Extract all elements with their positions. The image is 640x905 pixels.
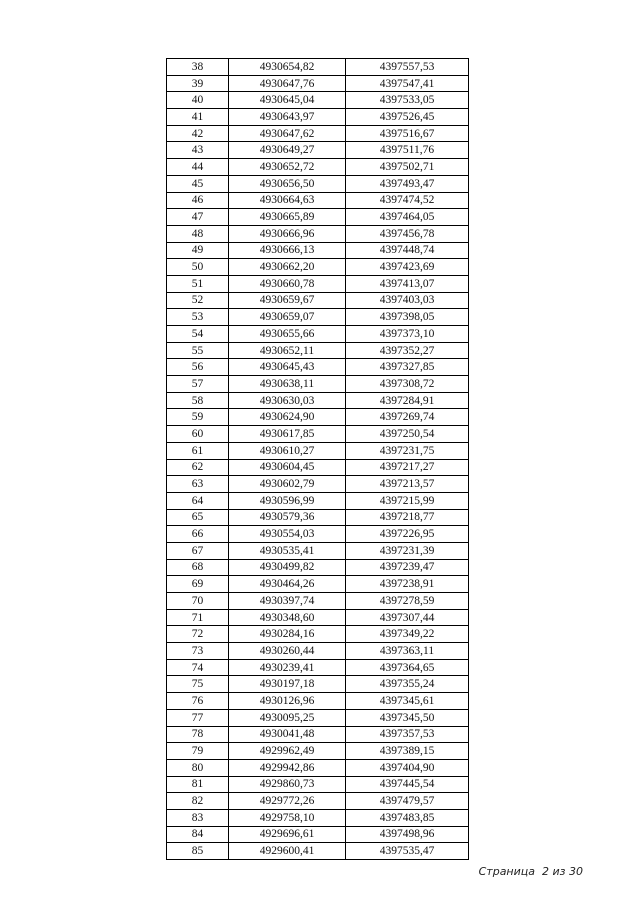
x-coordinate-cell: 4930647,76 <box>229 75 346 92</box>
y-coordinate-cell: 4397448,74 <box>346 242 469 259</box>
y-coordinate-cell: 4397345,50 <box>346 709 469 726</box>
y-coordinate-cell: 4397535,47 <box>346 843 469 860</box>
table-row <box>167 242 469 259</box>
x-coordinate-cell: 4929942,86 <box>229 759 346 776</box>
point-number-cell: 56 <box>167 359 229 376</box>
y-coordinate-cell: 4397547,41 <box>346 75 469 92</box>
point-number-cell: 70 <box>167 593 229 610</box>
point-number-cell: 60 <box>167 426 229 443</box>
y-coordinate-cell: 4397250,54 <box>346 426 469 443</box>
table-row <box>167 125 469 142</box>
x-coordinate-cell: 4930664,63 <box>229 192 346 209</box>
x-coordinate-cell: 4929772,26 <box>229 793 346 810</box>
y-coordinate-cell: 4397231,39 <box>346 542 469 559</box>
x-coordinate-cell: 4930643,97 <box>229 109 346 126</box>
point-number-cell: 42 <box>167 125 229 142</box>
table-row <box>167 209 469 226</box>
table-row <box>167 376 469 393</box>
y-coordinate-cell: 4397269,74 <box>346 409 469 426</box>
table-row <box>167 626 469 643</box>
table-row <box>167 292 469 309</box>
point-number-cell: 65 <box>167 509 229 526</box>
x-coordinate-cell: 4930654,82 <box>229 59 346 76</box>
table-row <box>167 492 469 509</box>
x-coordinate-cell: 4930660,78 <box>229 275 346 292</box>
x-coordinate-cell: 4930656,50 <box>229 175 346 192</box>
point-number-cell: 76 <box>167 693 229 710</box>
coordinates-table-body <box>167 59 469 860</box>
point-number-cell: 44 <box>167 159 229 176</box>
table-row <box>167 593 469 610</box>
y-coordinate-cell: 4397474,52 <box>346 192 469 209</box>
table-row <box>167 359 469 376</box>
point-number-cell: 67 <box>167 542 229 559</box>
x-coordinate-cell: 4930645,04 <box>229 92 346 109</box>
point-number-cell: 83 <box>167 809 229 826</box>
x-coordinate-cell: 4930579,36 <box>229 509 346 526</box>
y-coordinate-cell: 4397215,99 <box>346 492 469 509</box>
x-coordinate-cell: 4930630,03 <box>229 392 346 409</box>
table-row <box>167 559 469 576</box>
y-coordinate-cell: 4397398,05 <box>346 309 469 326</box>
x-coordinate-cell: 4929758,10 <box>229 809 346 826</box>
x-coordinate-cell: 4930596,99 <box>229 492 346 509</box>
point-number-cell: 82 <box>167 793 229 810</box>
y-coordinate-cell: 4397327,85 <box>346 359 469 376</box>
table-row <box>167 609 469 626</box>
table-row <box>167 109 469 126</box>
point-number-cell: 49 <box>167 242 229 259</box>
x-coordinate-cell: 4930662,20 <box>229 259 346 276</box>
x-coordinate-cell: 4930655,66 <box>229 326 346 343</box>
y-coordinate-cell: 4397284,91 <box>346 392 469 409</box>
point-number-cell: 84 <box>167 826 229 843</box>
point-number-cell: 72 <box>167 626 229 643</box>
x-coordinate-cell: 4930397,74 <box>229 593 346 610</box>
table-row <box>167 643 469 660</box>
y-coordinate-cell: 4397278,59 <box>346 593 469 610</box>
y-coordinate-cell: 4397445,54 <box>346 776 469 793</box>
table-row <box>167 843 469 860</box>
y-coordinate-cell: 4397307,44 <box>346 609 469 626</box>
x-coordinate-cell: 4929860,73 <box>229 776 346 793</box>
point-number-cell: 38 <box>167 59 229 76</box>
point-number-cell: 63 <box>167 476 229 493</box>
point-number-cell: 69 <box>167 576 229 593</box>
table-row <box>167 726 469 743</box>
table-row <box>167 826 469 843</box>
page-number-footer: Страница 2 из 30 <box>478 865 583 878</box>
y-coordinate-cell: 4397231,75 <box>346 442 469 459</box>
table-row <box>167 776 469 793</box>
x-coordinate-cell: 4930499,82 <box>229 559 346 576</box>
point-number-cell: 50 <box>167 259 229 276</box>
table-row <box>167 92 469 109</box>
point-number-cell: 78 <box>167 726 229 743</box>
x-coordinate-cell: 4930239,41 <box>229 659 346 676</box>
x-coordinate-cell: 4930638,11 <box>229 376 346 393</box>
point-number-cell: 47 <box>167 209 229 226</box>
point-number-cell: 81 <box>167 776 229 793</box>
point-number-cell: 77 <box>167 709 229 726</box>
table-row <box>167 793 469 810</box>
x-coordinate-cell: 4930126,96 <box>229 693 346 710</box>
x-coordinate-cell: 4930652,11 <box>229 342 346 359</box>
table-row <box>167 526 469 543</box>
x-coordinate-cell: 4930652,72 <box>229 159 346 176</box>
table-row <box>167 659 469 676</box>
x-coordinate-cell: 4930284,16 <box>229 626 346 643</box>
x-coordinate-cell: 4930659,07 <box>229 309 346 326</box>
point-number-cell: 57 <box>167 376 229 393</box>
y-coordinate-cell: 4397502,71 <box>346 159 469 176</box>
point-number-cell: 45 <box>167 175 229 192</box>
table-row <box>167 326 469 343</box>
x-coordinate-cell: 4930659,67 <box>229 292 346 309</box>
y-coordinate-cell: 4397218,77 <box>346 509 469 526</box>
point-number-cell: 48 <box>167 225 229 242</box>
x-coordinate-cell: 4930197,18 <box>229 676 346 693</box>
y-coordinate-cell: 4397404,90 <box>346 759 469 776</box>
table-row <box>167 693 469 710</box>
x-coordinate-cell: 4930041,48 <box>229 726 346 743</box>
table-row <box>167 676 469 693</box>
y-coordinate-cell: 4397423,69 <box>346 259 469 276</box>
table-row <box>167 192 469 209</box>
point-number-cell: 85 <box>167 843 229 860</box>
point-number-cell: 55 <box>167 342 229 359</box>
point-number-cell: 80 <box>167 759 229 776</box>
x-coordinate-cell: 4930464,26 <box>229 576 346 593</box>
y-coordinate-cell: 4397363,11 <box>346 643 469 660</box>
table-row <box>167 759 469 776</box>
y-coordinate-cell: 4397357,53 <box>346 726 469 743</box>
table-row <box>167 542 469 559</box>
x-coordinate-cell: 4930348,60 <box>229 609 346 626</box>
y-coordinate-cell: 4397373,10 <box>346 326 469 343</box>
y-coordinate-cell: 4397493,47 <box>346 175 469 192</box>
table-row <box>167 509 469 526</box>
x-coordinate-cell: 4929696,61 <box>229 826 346 843</box>
table-row <box>167 442 469 459</box>
y-coordinate-cell: 4397456,78 <box>346 225 469 242</box>
y-coordinate-cell: 4397413,07 <box>346 275 469 292</box>
y-coordinate-cell: 4397238,91 <box>346 576 469 593</box>
y-coordinate-cell: 4397355,24 <box>346 676 469 693</box>
point-number-cell: 54 <box>167 326 229 343</box>
table-row <box>167 709 469 726</box>
point-number-cell: 74 <box>167 659 229 676</box>
x-coordinate-cell: 4930645,43 <box>229 359 346 376</box>
point-number-cell: 53 <box>167 309 229 326</box>
x-coordinate-cell: 4930602,79 <box>229 476 346 493</box>
point-number-cell: 61 <box>167 442 229 459</box>
coordinates-table <box>166 58 469 860</box>
point-number-cell: 40 <box>167 92 229 109</box>
x-coordinate-cell: 4929962,49 <box>229 743 346 760</box>
point-number-cell: 64 <box>167 492 229 509</box>
x-coordinate-cell: 4930604,45 <box>229 459 346 476</box>
y-coordinate-cell: 4397364,65 <box>346 659 469 676</box>
table-row <box>167 75 469 92</box>
table-row <box>167 476 469 493</box>
y-coordinate-cell: 4397483,85 <box>346 809 469 826</box>
table-row <box>167 175 469 192</box>
point-number-cell: 66 <box>167 526 229 543</box>
x-coordinate-cell: 4930617,85 <box>229 426 346 443</box>
y-coordinate-cell: 4397498,96 <box>346 826 469 843</box>
table-row <box>167 259 469 276</box>
table-row <box>167 59 469 76</box>
y-coordinate-cell: 4397464,05 <box>346 209 469 226</box>
point-number-cell: 73 <box>167 643 229 660</box>
y-coordinate-cell: 4397389,15 <box>346 743 469 760</box>
table-row <box>167 809 469 826</box>
x-coordinate-cell: 4930649,27 <box>229 142 346 159</box>
y-coordinate-cell: 4397345,61 <box>346 693 469 710</box>
x-coordinate-cell: 4930535,41 <box>229 542 346 559</box>
point-number-cell: 62 <box>167 459 229 476</box>
x-coordinate-cell: 4930666,96 <box>229 225 346 242</box>
table-row <box>167 392 469 409</box>
x-coordinate-cell: 4930666,13 <box>229 242 346 259</box>
table-row <box>167 309 469 326</box>
table-row <box>167 459 469 476</box>
table-row <box>167 225 469 242</box>
y-coordinate-cell: 4397403,03 <box>346 292 469 309</box>
point-number-cell: 75 <box>167 676 229 693</box>
x-coordinate-cell: 4930554,03 <box>229 526 346 543</box>
y-coordinate-cell: 4397352,27 <box>346 342 469 359</box>
y-coordinate-cell: 4397511,76 <box>346 142 469 159</box>
table-row <box>167 576 469 593</box>
point-number-cell: 46 <box>167 192 229 209</box>
point-number-cell: 59 <box>167 409 229 426</box>
point-number-cell: 51 <box>167 275 229 292</box>
y-coordinate-cell: 4397213,57 <box>346 476 469 493</box>
table-row <box>167 426 469 443</box>
point-number-cell: 39 <box>167 75 229 92</box>
table-row <box>167 142 469 159</box>
y-coordinate-cell: 4397308,72 <box>346 376 469 393</box>
y-coordinate-cell: 4397349,22 <box>346 626 469 643</box>
table-row <box>167 159 469 176</box>
x-coordinate-cell: 4930095,25 <box>229 709 346 726</box>
y-coordinate-cell: 4397557,53 <box>346 59 469 76</box>
y-coordinate-cell: 4397516,67 <box>346 125 469 142</box>
y-coordinate-cell: 4397226,95 <box>346 526 469 543</box>
x-coordinate-cell: 4929600,41 <box>229 843 346 860</box>
point-number-cell: 58 <box>167 392 229 409</box>
point-number-cell: 52 <box>167 292 229 309</box>
point-number-cell: 71 <box>167 609 229 626</box>
x-coordinate-cell: 4930260,44 <box>229 643 346 660</box>
table-row <box>167 275 469 292</box>
y-coordinate-cell: 4397479,57 <box>346 793 469 810</box>
x-coordinate-cell: 4930647,62 <box>229 125 346 142</box>
point-number-cell: 43 <box>167 142 229 159</box>
point-number-cell: 41 <box>167 109 229 126</box>
table-row <box>167 743 469 760</box>
y-coordinate-cell: 4397239,47 <box>346 559 469 576</box>
table-row <box>167 342 469 359</box>
point-number-cell: 68 <box>167 559 229 576</box>
table-row <box>167 409 469 426</box>
x-coordinate-cell: 4930624,90 <box>229 409 346 426</box>
y-coordinate-cell: 4397533,05 <box>346 92 469 109</box>
y-coordinate-cell: 4397526,45 <box>346 109 469 126</box>
x-coordinate-cell: 4930610,27 <box>229 442 346 459</box>
point-number-cell: 79 <box>167 743 229 760</box>
y-coordinate-cell: 4397217,27 <box>346 459 469 476</box>
x-coordinate-cell: 4930665,89 <box>229 209 346 226</box>
